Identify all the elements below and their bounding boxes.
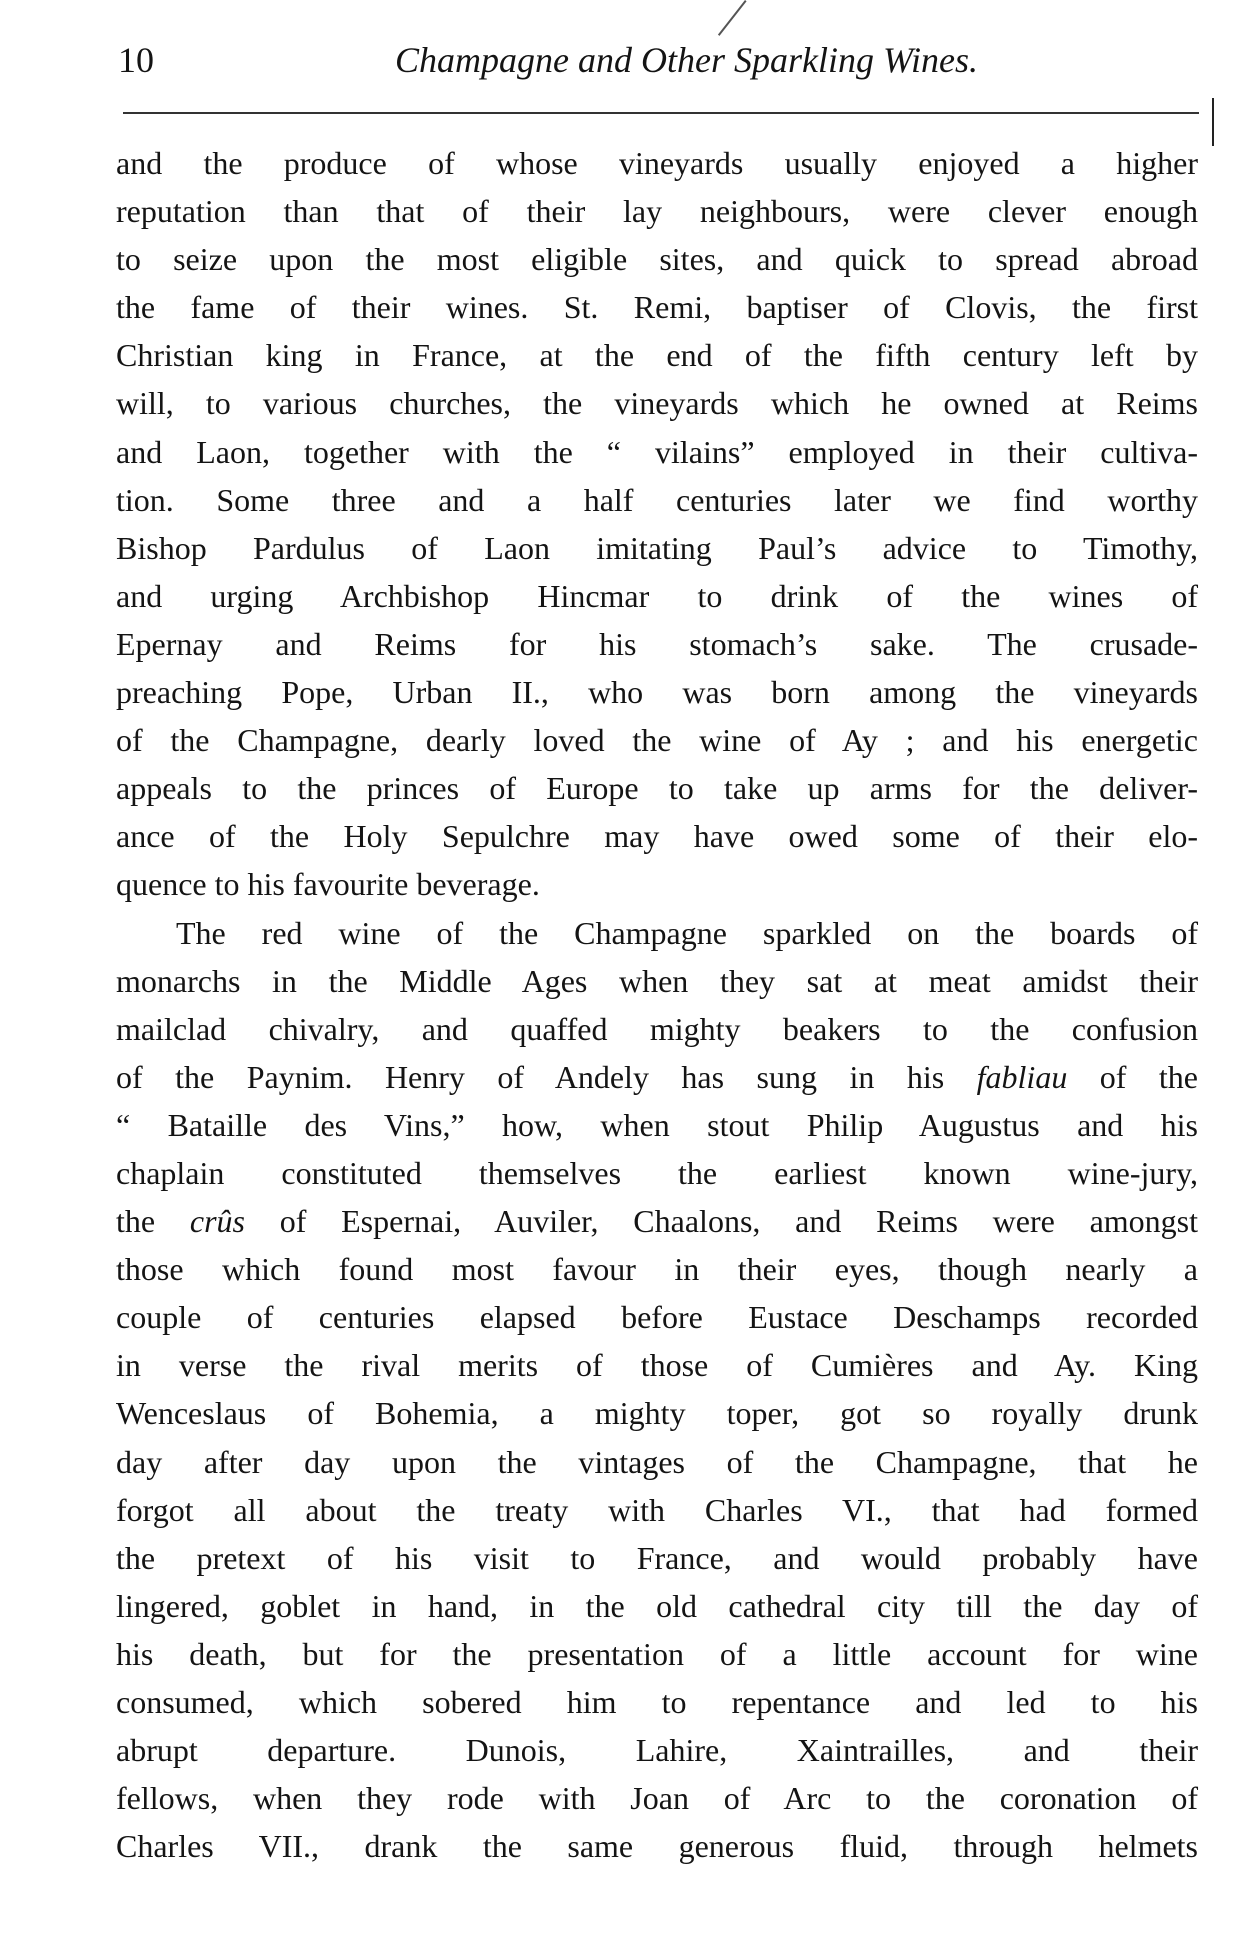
text-segment: the bbox=[116, 1203, 190, 1240]
text-line: day after day upon the vintages of the Champagne, that he bbox=[116, 1443, 1198, 1480]
text-line: chaplain constituted themselves the earliest known wine-jury, bbox=[116, 1154, 1198, 1191]
text-segment: of the bbox=[1067, 1058, 1199, 1095]
text-line: preaching Pope, Urban II., who was born among the vineyards bbox=[116, 674, 1198, 711]
text-line: and Laon, together with the “ vilains” employed in their cultiva- bbox=[116, 433, 1198, 470]
text-line: quence to his favourite beverage. bbox=[116, 866, 540, 903]
page-header bbox=[118, 35, 1195, 85]
text-line: lingered, goblet in hand, in the old cathedral city till the day of bbox=[116, 1587, 1198, 1624]
text-line: monarchs in the Middle Ages when they sat at meat amidst their bbox=[116, 962, 1198, 999]
text-line: tion. Some three and a half centuries later we find worthy bbox=[116, 481, 1198, 518]
text-line: couple of centuries elapsed before Eustace Deschamps recorded bbox=[116, 1299, 1198, 1336]
italic-term-fabliau: fabliau bbox=[976, 1058, 1068, 1095]
margin-mark bbox=[1212, 98, 1214, 146]
text-segment: of Espernai, Auviler, Chaalons, and Reims were amongst bbox=[244, 1203, 1199, 1240]
text-line: mailclad chivalry, and quaffed mighty beakers to the confusion bbox=[116, 1010, 1198, 1047]
text-line: of the Champagne, dearly loved the wine of Ay ; and his energetic bbox=[116, 722, 1198, 759]
text-line: ance of the Holy Sepulchre may have owed some of their elo- bbox=[116, 818, 1198, 855]
text-line: reputation than that of their lay neighbours, were clever enough bbox=[116, 193, 1198, 230]
text-line: The red wine of the Champagne sparkled on the boards of bbox=[176, 914, 1198, 951]
text-line: Bishop Pardulus of Laon imitating Paul’s advice to Timothy, bbox=[116, 529, 1198, 566]
text-line: will, to various churches, the vineyards which he owned at Reims bbox=[116, 385, 1198, 422]
text-line: abrupt departure. Dunois, Lahire, Xaintrailles, and their bbox=[116, 1732, 1198, 1769]
text-line: his death, but for the presentation of a little account for wine bbox=[116, 1635, 1198, 1672]
running-head: Champagne and Other Sparkling Wines. bbox=[395, 40, 978, 80]
text-line: to seize upon the most eligible sites, and quick to spread abroad bbox=[116, 241, 1198, 278]
text-line: Christian king in France, at the end of the fifth century left by bbox=[116, 337, 1198, 374]
text-line: the pretext of his visit to France, and would probably have bbox=[116, 1539, 1198, 1576]
text-line: fellows, when they rode with Joan of Arc to the coronation of bbox=[116, 1780, 1198, 1817]
text-line bbox=[116, 1197, 1198, 1245]
text-line: Wenceslaus of Bohemia, a mighty toper, got so royally drunk bbox=[116, 1395, 1198, 1432]
text-line: appeals to the princes of Europe to take up arms for the deliver- bbox=[116, 770, 1198, 807]
text-line: Charles VII., drank the same generous fluid, through helmets bbox=[116, 1828, 1198, 1865]
paragraph-2 bbox=[116, 909, 1198, 1871]
text-line: the fame of their wines. St. Remi, baptiser of Clovis, the first bbox=[116, 289, 1198, 326]
text-line bbox=[116, 1053, 1198, 1101]
paragraph-1 bbox=[116, 139, 1198, 909]
page-number: 10 bbox=[118, 40, 154, 80]
text-line: forgot all about the treaty with Charles VI., that had formed bbox=[116, 1491, 1198, 1528]
body-text bbox=[116, 139, 1198, 1870]
header-rule bbox=[123, 112, 1199, 114]
text-line: and urging Archbishop Hincmar to drink of the wines of bbox=[116, 577, 1198, 614]
text-line: and the produce of whose vineyards usually enjoyed a higher bbox=[116, 145, 1198, 181]
italic-term-crus: crûs bbox=[189, 1203, 245, 1240]
text-segment: of the Paynim. Henry of Andely has sung in his bbox=[116, 1058, 977, 1095]
text-line: in verse the rival merits of those of Cumières and Ay. King bbox=[116, 1347, 1198, 1384]
text-line: Epernay and Reims for his stomach’s sake. The crusade- bbox=[116, 625, 1198, 662]
pencil-slash-mark bbox=[718, 0, 747, 36]
text-line: “ Bataille des Vins,” how, when stout Philip Augustus and his bbox=[116, 1106, 1198, 1143]
text-line: those which found most favour in their eyes, though nearly a bbox=[116, 1251, 1198, 1288]
text-line: consumed, which sobered him to repentance and led to his bbox=[116, 1684, 1198, 1720]
